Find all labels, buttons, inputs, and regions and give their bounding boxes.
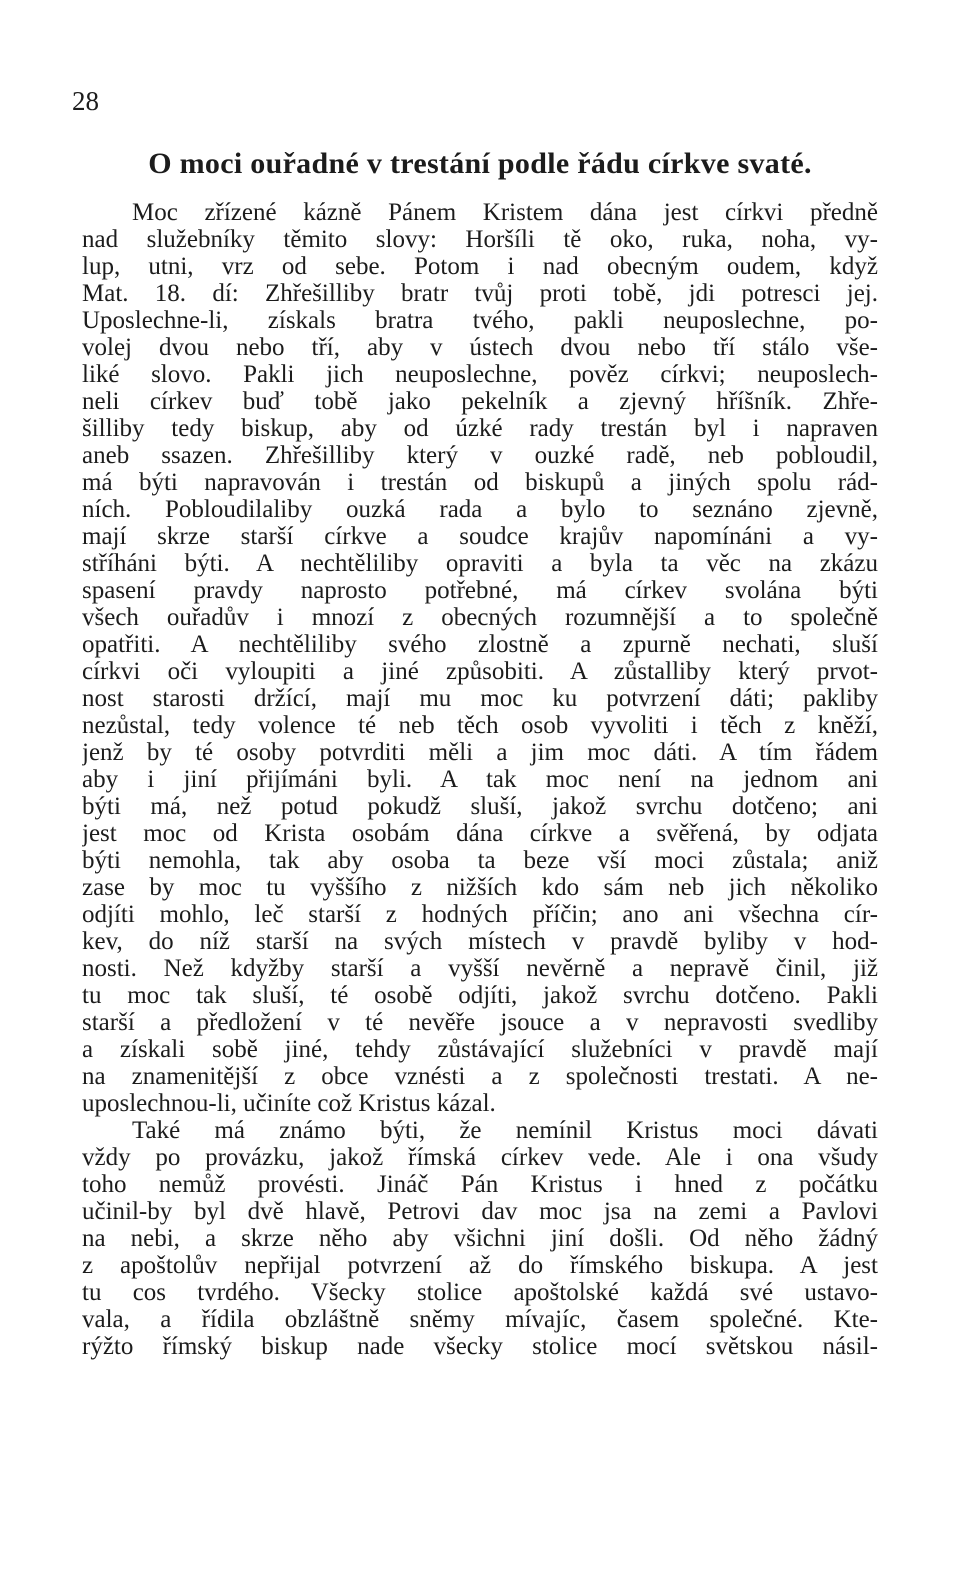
page-number: 28 [72,86,99,116]
text-line: zase by moc tu vyššího z nižších kdo sám neb jich několiko [82,874,878,901]
text-line: má býti napravován i trestán od biskupů a jiných spolu rád- [82,469,878,496]
text-line: toho nemůž provésti. Jináč Pán Kristus i hned z počátku [82,1171,878,1198]
text-line: aneb ssazen. Zhřešilliby který v ouzké radě, neb pobloudil, [82,442,878,469]
text-line: církvi oči vyloupiti a jiné způsobiti. A zůstalliby který prvot- [82,658,878,685]
text-line: Uposlechne-li, získals bratra tvého, pakli neuposlechne, po- [82,307,878,334]
text-line: liké slovo. Pakli jich neuposlechne, pověz církvi; neuposlech- [82,361,878,388]
text-line: z apoštolův nepřijal potvrzení až do římského biskupa. A jest [82,1252,878,1279]
text-line: šilliby tedy biskup, aby od úzké rady trestán byl i napraven [82,415,878,442]
body-text [82,199,878,1360]
text-line: spasení pravdy naprosto potřebné, má církev svolána býti [82,577,878,604]
text-line: jest moc od Krista osobám dána církve a svěřená, by odjata [82,820,878,847]
text-line: stříháni býti. A nechtěliliby opraviti a byla ta věc na zkázu [82,550,878,577]
text-line: volej dvou nebo tří, aby v ústech dvou nebo tří stálo vše- [82,334,878,361]
text-line: býti nemohla, tak aby osoba ta beze vší moci zůstala; aniž [82,847,878,874]
text-line: vždy po provázku, jakož římská církev vede. Ale i ona všudy [82,1144,878,1171]
text-line: nosti. Než kdyžby starší a vyšší nevěrně a nepravě činil, již [82,955,878,982]
text-line: uposlechnou-li, učiníte což Kristus kázal. [82,1090,496,1117]
text-line: býti má, než potud pokudž sluší, jakož svrchu dotčeno; ani [82,793,878,820]
text-line: odjíti mohlo, leč starší z hodných příčin; ano ani všechna cír- [82,901,878,928]
section-heading: O moci ouřadné v trestání podle řádu církve svaté. [148,147,812,180]
text-line: kev, do níž starší na svých místech v pravdě byliby v hod- [82,928,878,955]
text-line: vala, a řídila obzláštně sněmy mívajíc, časem společné. Kte- [82,1306,878,1333]
text-line: aby i jiní přijímáni byli. A tak moc není na jednom ani [82,766,878,793]
text-line: lup, utni, vrz od sebe. Potom i nad obecným oudem, když [82,253,878,280]
text-line: tu moc tak sluší, té osobě odjíti, jakož svrchu dotčeno. Pakli [82,982,878,1009]
text-line: nost starosti držící, mají mu moc ku potvrzení dáti; pakliby [82,685,878,712]
text-line: Také má známo býti, že nemínil Kristus moci dávati [132,1117,878,1144]
text-line: starší a předložení v té nevěře jsouce a v nepravosti svedliby [82,1009,878,1036]
text-line: a získali sobě jiné, tehdy zůstávající služebníci v pravdě mají [82,1036,878,1063]
text-line: ních. Pobloudilaliby ouzká rada a bylo to seznáno zjevně, [82,496,878,523]
text-line: rýžto římský biskup nade všecky stolice mocí světskou násil- [82,1333,878,1360]
text-line: nezůstal, tedy volence té neb těch osob vyvoliti i těch z kněží, [82,712,878,739]
text-line: všech ouřadův i mnozí z obecných rozumnější a to společně [82,604,878,631]
text-line: na nebi, a skrze něho aby všichni jiní došli. Od něho žádný [82,1225,878,1252]
text-line: Moc zřízené kázně Pánem Kristem dána jest církvi předně [132,199,878,226]
text-line: Mat. 18. dí: Zhřešilliby bratr tvůj proti tobě, jdi potresci jej. [82,280,878,307]
text-line: jenž by té osoby potvrditi měli a jim moc dáti. A tím řádem [82,739,878,766]
text-line: učinil-by byl dvě hlavě, Petrovi dav moc jsa na zemi a Pavlovi [82,1198,878,1225]
text-line: na znamenitější z obce vznésti a z společnosti trestati. A ne- [82,1063,878,1090]
text-line: tu cos tvrdého. Všecky stolice apoštolské každá své ustavo- [82,1279,878,1306]
text-line: neli církev buď tobě jako pekelník a zjevný hříšník. Zhře- [82,388,878,415]
text-line: mají skrze starší církve a soudce krajův napomínáni a vy- [82,523,878,550]
text-line: opatřiti. A nechtěliliby svého zlostně a zpurně nechati, sluší [82,631,878,658]
text-line: nad služebníky těmito slovy: Horšíli tě oko, ruka, noha, vy- [82,226,878,253]
